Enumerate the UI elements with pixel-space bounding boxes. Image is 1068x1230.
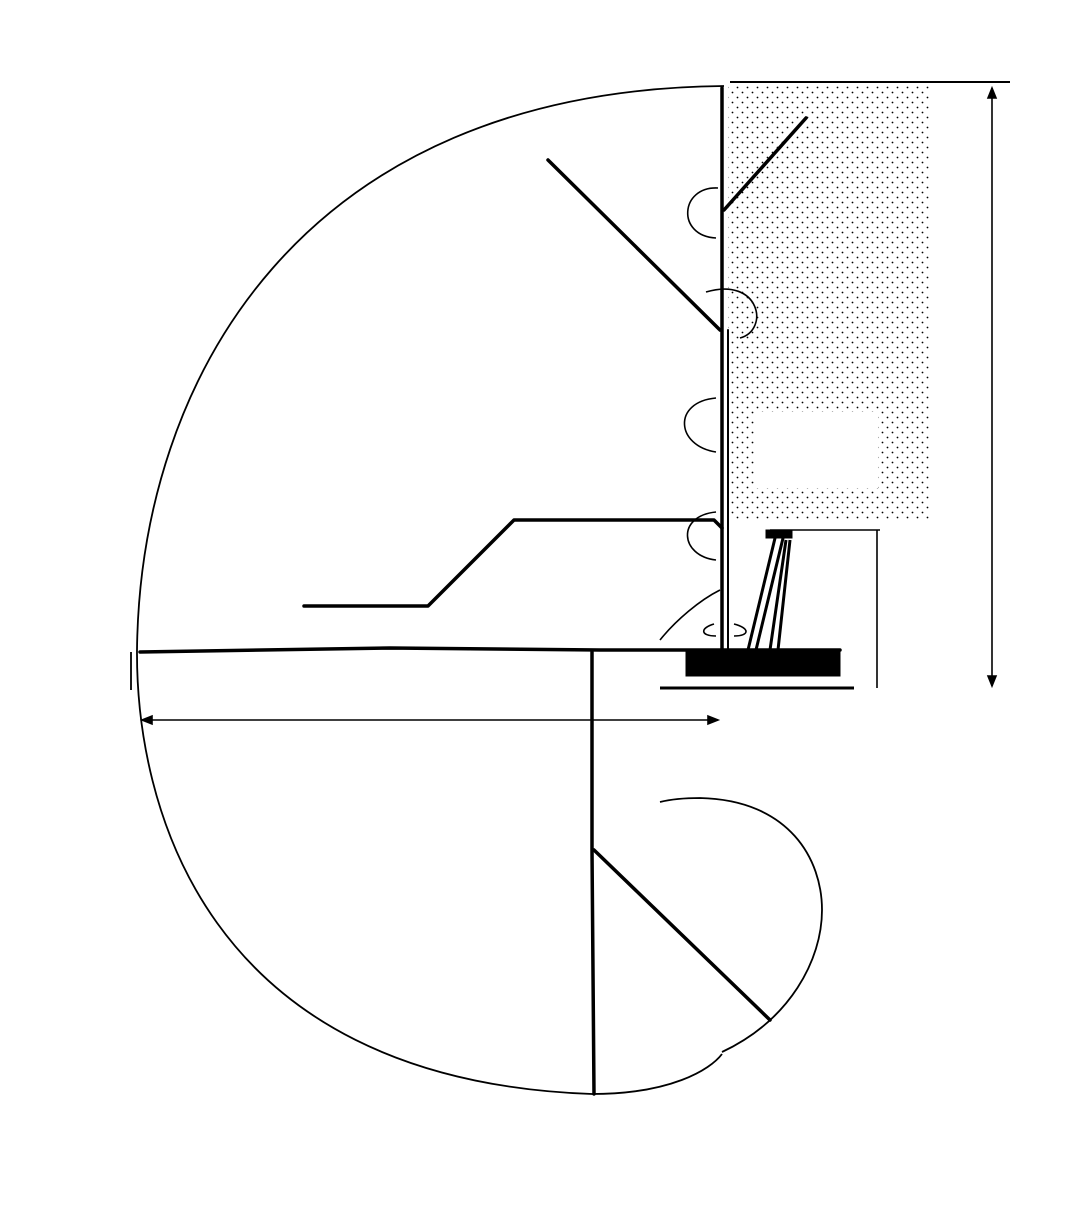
warning-box (756, 412, 878, 488)
truck (660, 530, 854, 688)
